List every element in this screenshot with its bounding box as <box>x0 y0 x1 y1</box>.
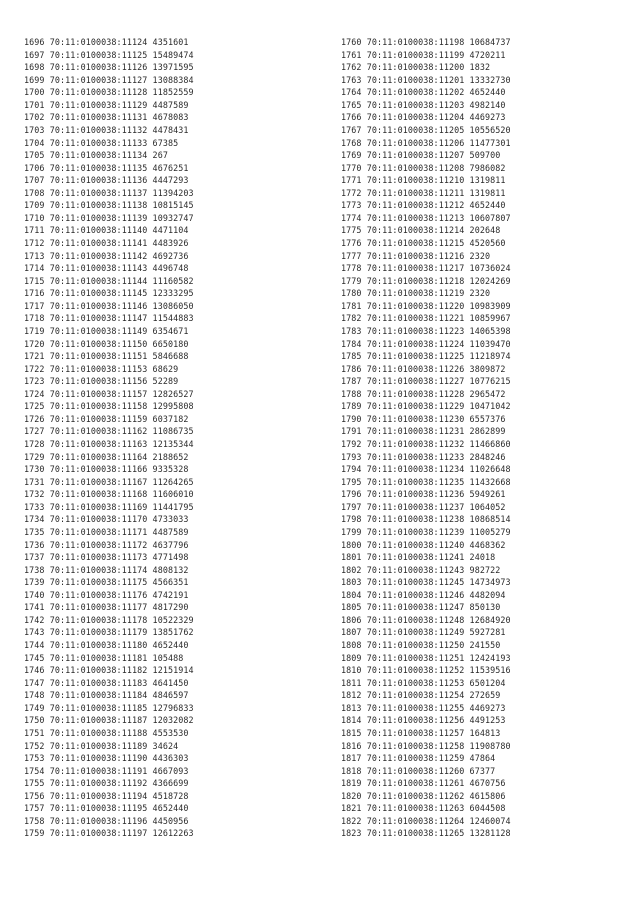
record-line: 1698 70:11:0100038:11126 13971595 <box>24 62 194 73</box>
record-line: 1814 70:11:0100038:11256 4491253 <box>341 715 506 726</box>
record-line: 1743 70:11:0100038:11179 13851762 <box>24 627 194 638</box>
record-line: 1759 70:11:0100038:11197 12612263 <box>24 828 194 839</box>
record-line: 1727 70:11:0100038:11162 11086735 <box>24 426 194 437</box>
record-line: 1760 70:11:0100038:11198 10684737 <box>341 37 511 47</box>
record-line: 1799 70:11:0100038:11239 11005279 <box>341 526 511 537</box>
record-line: 1788 70:11:0100038:11228 2965472 <box>341 388 506 399</box>
record-line: 1763 70:11:0100038:11201 13332730 <box>341 74 511 85</box>
record-line: 1822 70:11:0100038:11264 12460074 <box>341 815 511 826</box>
record-line: 1813 70:11:0100038:11255 4469273 <box>341 702 506 713</box>
record-line: 1751 70:11:0100038:11188 4553530 <box>24 727 189 738</box>
record-line: 1704 70:11:0100038:11133 67385 <box>24 137 179 148</box>
record-line: 1820 70:11:0100038:11262 4615806 <box>341 790 506 801</box>
record-line: 1715 70:11:0100038:11144 11160582 <box>24 275 194 286</box>
record-line: 1717 70:11:0100038:11146 13086050 <box>24 300 194 311</box>
right-column <box>341 36 511 840</box>
record-line: 1757 70:11:0100038:11195 4652440 <box>24 803 189 814</box>
record-line: 1761 70:11:0100038:11199 4720211 <box>341 49 506 60</box>
record-line: 1745 70:11:0100038:11181 105488 <box>24 652 184 663</box>
record-line: 1703 70:11:0100038:11132 4478431 <box>24 124 189 135</box>
record-line: 1711 70:11:0100038:11140 4471104 <box>24 225 189 236</box>
record-line: 1783 70:11:0100038:11223 14065398 <box>341 325 511 336</box>
record-line: 1716 70:11:0100038:11145 12333295 <box>24 288 194 299</box>
record-line: 1784 70:11:0100038:11224 11039470 <box>341 338 511 349</box>
record-line: 1734 70:11:0100038:11170 4733033 <box>24 514 189 525</box>
record-line: 1775 70:11:0100038:11214 202648 <box>341 225 501 236</box>
record-line: 1791 70:11:0100038:11231 2862899 <box>341 426 506 437</box>
record-line: 1790 70:11:0100038:11230 6557376 <box>341 413 506 424</box>
record-line: 1738 70:11:0100038:11174 4808132 <box>24 564 189 575</box>
record-line: 1755 70:11:0100038:11192 4366699 <box>24 778 189 789</box>
record-line: 1735 70:11:0100038:11171 4487589 <box>24 526 189 537</box>
record-line: 1815 70:11:0100038:11257 164813 <box>341 727 501 738</box>
record-line: 1702 70:11:0100038:11131 4678083 <box>24 112 189 123</box>
record-line: 1804 70:11:0100038:11246 4482094 <box>341 589 506 600</box>
record-line: 1805 70:11:0100038:11247 850130 <box>341 602 501 613</box>
record-line: 1713 70:11:0100038:11142 4692736 <box>24 250 189 261</box>
record-line: 1800 70:11:0100038:11240 4468362 <box>341 539 506 550</box>
record-line: 1767 70:11:0100038:11205 10556520 <box>341 124 511 135</box>
record-line: 1821 70:11:0100038:11263 6044508 <box>341 803 506 814</box>
record-line: 1764 70:11:0100038:11202 4652440 <box>341 87 506 98</box>
record-line: 1795 70:11:0100038:11235 11432668 <box>341 476 511 487</box>
record-line: 1808 70:11:0100038:11250 241550 <box>341 640 501 650</box>
record-line: 1756 70:11:0100038:11194 4518728 <box>24 790 189 801</box>
record-line: 1746 70:11:0100038:11182 12151914 <box>24 665 194 676</box>
record-line: 1778 70:11:0100038:11217 10736024 <box>341 263 511 274</box>
record-line: 1817 70:11:0100038:11259 47864 <box>341 753 496 764</box>
record-line: 1811 70:11:0100038:11253 6501204 <box>341 677 506 688</box>
record-line: 1758 70:11:0100038:11196 4450956 <box>24 815 189 826</box>
record-line: 1777 70:11:0100038:11216 2320 <box>341 250 491 261</box>
record-line: 1776 70:11:0100038:11215 4520560 <box>341 238 506 248</box>
record-line: 1797 70:11:0100038:11237 1064052 <box>341 501 506 512</box>
record-line: 1736 70:11:0100038:11172 4637796 <box>24 539 189 550</box>
record-line: 1789 70:11:0100038:11229 10471042 <box>341 401 511 412</box>
record-line: 1696 70:11:0100038:11124 4351601 <box>24 37 189 47</box>
record-line: 1819 70:11:0100038:11261 4670756 <box>341 778 506 789</box>
record-line: 1779 70:11:0100038:11218 12024269 <box>341 275 511 286</box>
record-line: 1725 70:11:0100038:11158 12995808 <box>24 401 194 412</box>
record-line: 1732 70:11:0100038:11168 11606010 <box>24 489 194 500</box>
record-line: 1812 70:11:0100038:11254 272659 <box>341 690 501 701</box>
record-line: 1750 70:11:0100038:11187 12032082 <box>24 715 194 726</box>
record-line: 1710 70:11:0100038:11139 10932747 <box>24 212 194 223</box>
record-line: 1774 70:11:0100038:11213 10607807 <box>341 212 511 223</box>
record-line: 1773 70:11:0100038:11212 4652440 <box>341 200 506 211</box>
record-line: 1737 70:11:0100038:11173 4771498 <box>24 552 189 563</box>
record-line: 1720 70:11:0100038:11150 6650180 <box>24 338 189 349</box>
record-line: 1697 70:11:0100038:11125 15489474 <box>24 49 194 60</box>
record-line: 1705 70:11:0100038:11134 267 <box>24 150 168 161</box>
record-line: 1765 70:11:0100038:11203 4982140 <box>341 99 506 110</box>
record-line: 1699 70:11:0100038:11127 13088384 <box>24 74 194 85</box>
record-line: 1786 70:11:0100038:11226 3809872 <box>341 363 506 374</box>
record-line: 1706 70:11:0100038:11135 4676251 <box>24 162 189 173</box>
record-line: 1794 70:11:0100038:11234 11026648 <box>341 464 511 475</box>
record-line: 1747 70:11:0100038:11183 4641450 <box>24 677 189 688</box>
record-line: 1785 70:11:0100038:11225 11218974 <box>341 351 511 362</box>
record-line: 1766 70:11:0100038:11204 4469273 <box>341 112 506 123</box>
record-line: 1749 70:11:0100038:11185 12796833 <box>24 702 194 713</box>
record-line: 1709 70:11:0100038:11138 10815145 <box>24 200 194 211</box>
record-line: 1803 70:11:0100038:11245 14734973 <box>341 577 511 588</box>
record-line: 1744 70:11:0100038:11180 4652440 <box>24 640 189 650</box>
record-line: 1712 70:11:0100038:11141 4483926 <box>24 238 189 248</box>
record-line: 1722 70:11:0100038:11153 68629 <box>24 363 179 374</box>
record-line: 1793 70:11:0100038:11233 2848246 <box>341 451 506 462</box>
record-line: 1818 70:11:0100038:11260 67377 <box>341 765 496 776</box>
record-line: 1741 70:11:0100038:11177 4817290 <box>24 602 189 613</box>
record-line: 1714 70:11:0100038:11143 4496748 <box>24 263 189 274</box>
record-line: 1733 70:11:0100038:11169 11441795 <box>24 501 194 512</box>
record-line: 1748 70:11:0100038:11184 4846597 <box>24 690 189 701</box>
record-line: 1806 70:11:0100038:11248 12684920 <box>341 614 511 625</box>
record-line: 1823 70:11:0100038:11265 13281128 <box>341 828 511 839</box>
record-line: 1726 70:11:0100038:11159 6037182 <box>24 413 189 424</box>
record-line: 1801 70:11:0100038:11241 24018 <box>341 552 496 563</box>
record-line: 1739 70:11:0100038:11175 4566351 <box>24 577 189 588</box>
record-line: 1723 70:11:0100038:11156 52289 <box>24 376 179 387</box>
record-line: 1781 70:11:0100038:11220 10983909 <box>341 300 511 311</box>
record-line: 1740 70:11:0100038:11176 4742191 <box>24 589 189 600</box>
record-line: 1719 70:11:0100038:11149 6354671 <box>24 325 189 336</box>
record-line: 1752 70:11:0100038:11189 34624 <box>24 740 179 751</box>
record-line: 1792 70:11:0100038:11232 11466860 <box>341 439 511 449</box>
record-line: 1700 70:11:0100038:11128 11852559 <box>24 87 194 98</box>
record-line: 1809 70:11:0100038:11251 12424193 <box>341 652 511 663</box>
record-line: 1724 70:11:0100038:11157 12826527 <box>24 388 194 399</box>
record-line: 1729 70:11:0100038:11164 2188652 <box>24 451 189 462</box>
record-line: 1707 70:11:0100038:11136 4447293 <box>24 175 189 186</box>
record-line: 1753 70:11:0100038:11190 4436303 <box>24 753 189 764</box>
record-line: 1731 70:11:0100038:11167 11264265 <box>24 476 194 487</box>
record-line: 1807 70:11:0100038:11249 5927281 <box>341 627 506 638</box>
record-line: 1780 70:11:0100038:11219 2320 <box>341 288 491 299</box>
record-line: 1730 70:11:0100038:11166 9335328 <box>24 464 189 475</box>
record-line: 1802 70:11:0100038:11243 982722 <box>341 564 501 575</box>
record-line: 1742 70:11:0100038:11178 10522329 <box>24 614 194 625</box>
left-column <box>24 36 194 840</box>
record-line: 1770 70:11:0100038:11208 7986082 <box>341 162 506 173</box>
record-line: 1762 70:11:0100038:11200 1832 <box>341 62 491 73</box>
record-line: 1769 70:11:0100038:11207 509700 <box>341 150 501 161</box>
record-line: 1816 70:11:0100038:11258 11908780 <box>341 740 511 751</box>
record-line: 1796 70:11:0100038:11236 5949261 <box>341 489 506 500</box>
record-line: 1728 70:11:0100038:11163 12135344 <box>24 439 194 449</box>
record-line: 1721 70:11:0100038:11151 5846688 <box>24 351 189 362</box>
record-line: 1782 70:11:0100038:11221 10859967 <box>341 313 511 324</box>
record-line: 1754 70:11:0100038:11191 4667093 <box>24 765 189 776</box>
record-line: 1701 70:11:0100038:11129 4487589 <box>24 99 189 110</box>
record-line: 1772 70:11:0100038:11211 1319811 <box>341 187 506 198</box>
record-line: 1787 70:11:0100038:11227 10776215 <box>341 376 511 387</box>
record-line: 1768 70:11:0100038:11206 11477301 <box>341 137 511 148</box>
record-line: 1708 70:11:0100038:11137 11394203 <box>24 187 194 198</box>
record-line: 1798 70:11:0100038:11238 10868514 <box>341 514 511 525</box>
record-line: 1718 70:11:0100038:11147 11544883 <box>24 313 194 324</box>
record-line: 1771 70:11:0100038:11210 1319811 <box>341 175 506 186</box>
record-line: 1810 70:11:0100038:11252 11539516 <box>341 665 511 676</box>
